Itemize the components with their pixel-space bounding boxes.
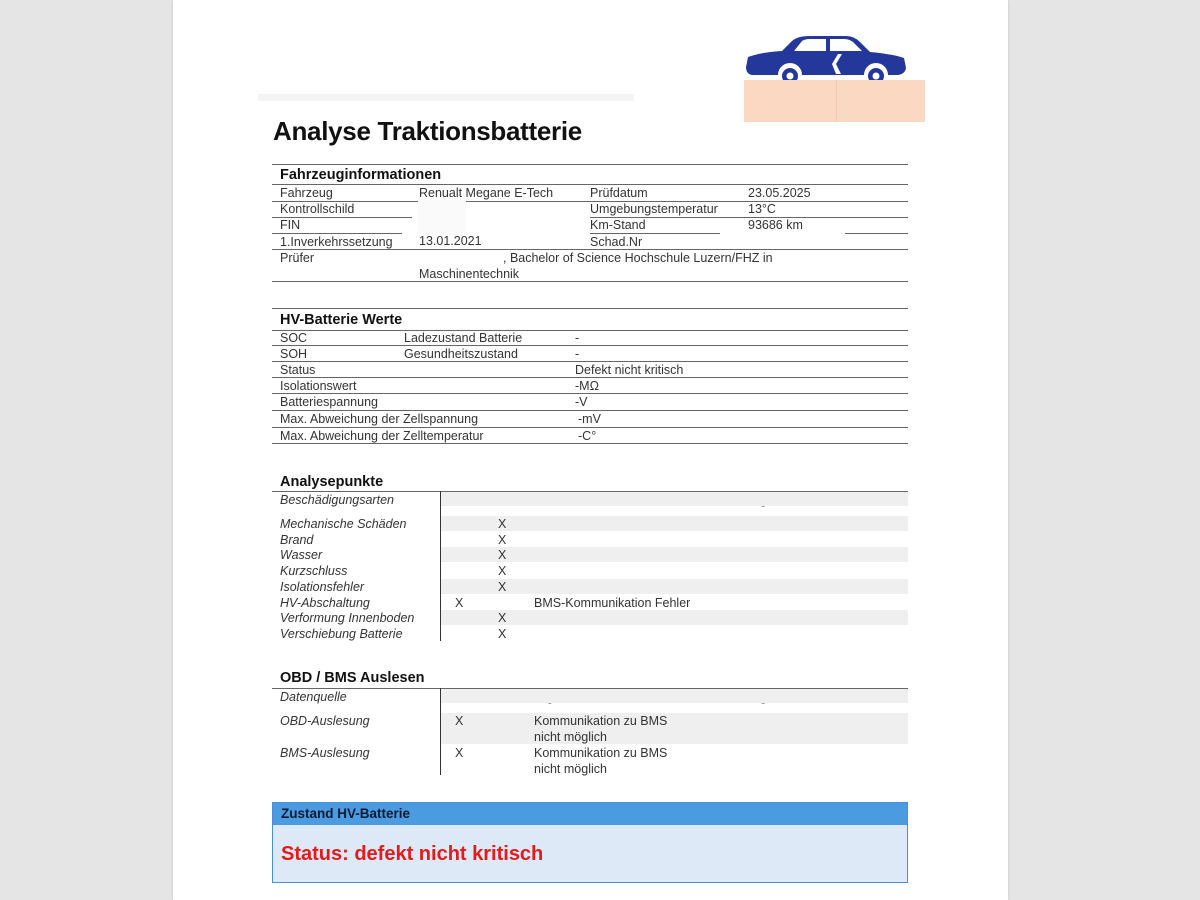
analyse-row-ja: X (455, 596, 464, 610)
divider (272, 164, 908, 165)
hv-row-value: - (575, 347, 580, 361)
label-kontrollschild: Kontrollschild (280, 202, 355, 216)
analyse-row-label: Kurzschluss (280, 564, 348, 578)
section-title-fahrzeug: Fahrzeuginformationen (280, 167, 442, 183)
divider (845, 233, 908, 234)
analyse-row-nein: X (498, 533, 507, 547)
analyse-row-nein: X (498, 548, 507, 562)
value-pruefdatum: 23.05.2025 (748, 186, 811, 200)
car-logo (742, 30, 908, 85)
status-result-text: Status: defekt nicht kritisch (281, 843, 544, 865)
analyse-row-label: Wasser (280, 548, 323, 562)
divider (272, 249, 908, 250)
divider (590, 233, 720, 234)
analyse-row-label: Verschiebung Batterie (280, 627, 403, 641)
hv-row-label: SOC (280, 331, 308, 345)
value-umgebungstemperatur: 13°C (748, 202, 776, 216)
divider (272, 361, 908, 362)
hv-row-value: - (575, 331, 580, 345)
document-title: Analyse Traktionsbatterie (273, 116, 582, 146)
analyse-header-col1: Beschädigungsarten (280, 493, 394, 507)
hv-row-value: -MΩ (575, 379, 599, 393)
divider (272, 184, 908, 185)
logo-banner-block (744, 80, 925, 122)
row-shade (441, 713, 908, 744)
divider (272, 308, 908, 309)
obd-row-ergebnis-line2: nicht möglich (534, 730, 607, 744)
divider (272, 410, 908, 411)
hv-row-label: Status (280, 363, 316, 377)
analyse-row-nein: X (498, 627, 507, 641)
hv-row-label: Max. Abweichung der Zelltemperatur (280, 429, 484, 443)
hv-row-label: Batteriespannung (280, 395, 378, 409)
status-panel-header (273, 803, 907, 825)
section-title-obd: OBD / BMS Auslesen (280, 670, 425, 686)
obd-header-col1: Datenquelle (280, 690, 347, 704)
divider (272, 345, 908, 346)
status-panel-title: Zustand HV-Batterie (281, 806, 411, 821)
label-fahrzeug: Fahrzeug (280, 186, 333, 200)
section-title-hv-werte: HV-Batterie Werte (280, 312, 403, 328)
label-umgebungstemperatur: Umgebungstemperatur (590, 202, 718, 216)
value-pruefer-line1: , Bachelor of Science Hochschule Luzern/FHZ in (503, 251, 773, 265)
header-shade (441, 689, 908, 703)
value-fahrzeug: Renualt Megane E-Tech (419, 186, 554, 200)
divider (272, 443, 908, 444)
hv-row-value: -mV (578, 412, 601, 426)
label-schadnr: Schad.Nr (590, 235, 643, 249)
analyse-row-einfluss: BMS-Kommunikation Fehler (534, 596, 691, 610)
hv-row-value: Defekt nicht kritisch (575, 363, 684, 377)
obd-row-ergebnis-line2: nicht möglich (534, 762, 607, 776)
obd-row-ergebnis-line1: Kommunikation zu BMS (534, 714, 668, 728)
value-pruefer-line2: Maschinentechnik (419, 267, 520, 281)
analyse-row-label: Brand (280, 533, 314, 547)
divider (272, 377, 908, 378)
obd-row-label: OBD-Auslesung (280, 714, 370, 728)
hv-row-desc: Ladezustand Batterie (404, 331, 523, 345)
obd-row-ja: X (455, 746, 464, 760)
obd-row-ergebnis-line1: Kommunikation zu BMS (534, 746, 668, 760)
label-kmstand: Km-Stand (590, 218, 646, 232)
analyse-row-nein: X (498, 580, 507, 594)
analyse-row-nein: X (498, 611, 507, 625)
divider (272, 233, 402, 234)
hv-row-label: SOH (280, 347, 308, 361)
obd-row-label: BMS-Auslesung (280, 746, 370, 760)
label-fin: FIN (280, 218, 301, 232)
divider (272, 393, 908, 394)
hv-row-value: -C° (578, 429, 597, 443)
divider (272, 281, 908, 282)
label-pruefer: Prüfer (280, 251, 315, 265)
label-inverkehrssetzung: 1.Inverkehrssetzung (280, 235, 393, 249)
analyse-row-label: Mechanische Schäden (280, 517, 407, 531)
value-kmstand: 93686 km (748, 218, 803, 232)
row-shade (441, 547, 908, 562)
hv-row-desc: Gesundheitszustand (404, 347, 518, 361)
label-pruefdatum: Prüfdatum (590, 186, 648, 200)
value-inverkehrssetzung: 13.01.2021 (419, 234, 482, 248)
header-faint-bar (258, 94, 634, 101)
row-shade (441, 579, 908, 594)
analyse-row-nein: X (498, 564, 507, 578)
row-shade (441, 610, 908, 625)
hv-row-label: Max. Abweichung der Zellspannung (280, 412, 479, 426)
hv-row-label: Isolationswert (280, 379, 357, 393)
redacted-area (418, 200, 466, 234)
header-shade (441, 492, 908, 506)
analyse-row-label: Isolationsfehler (280, 580, 365, 594)
section-title-analyse: Analysepunkte (280, 474, 384, 490)
divider (272, 427, 908, 428)
analyse-row-nein: X (498, 517, 507, 531)
divider (272, 330, 908, 331)
analyse-row-label: Verformung Innenboden (280, 611, 415, 625)
row-shade (441, 516, 908, 531)
analyse-row-label: HV-Abschaltung (280, 596, 370, 610)
hv-row-value: -V (575, 395, 588, 409)
obd-row-ja: X (455, 714, 464, 728)
status-panel (272, 802, 908, 883)
